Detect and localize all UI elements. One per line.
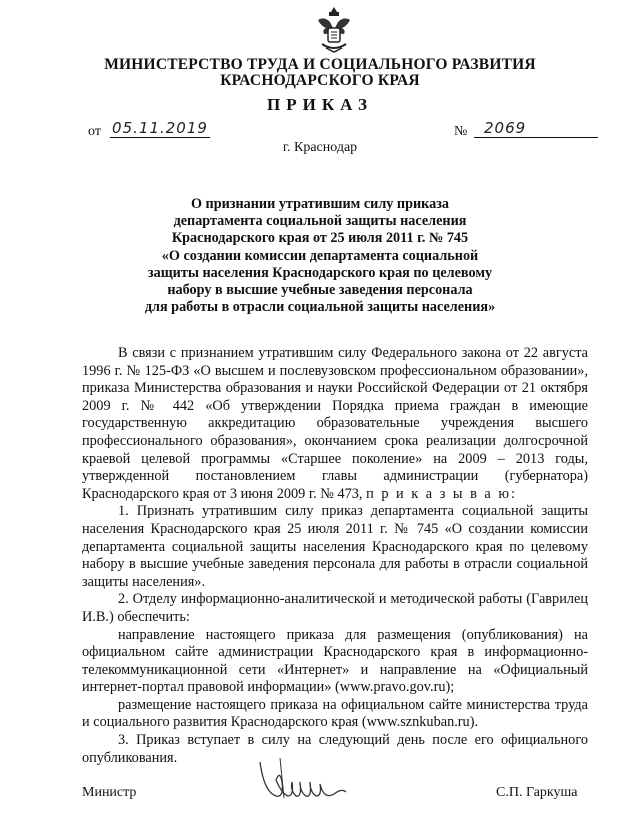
order-number: 2069: [474, 119, 598, 138]
subject-line: Краснодарского края от 25 июля 2011 г. № 745: [171, 230, 469, 247]
ministry-name-line1: МИНИСТЕРСТВО ТРУДА И СОЦИАЛЬНОГО РАЗВИТИЯ: [104, 56, 536, 73]
subject-line: «О создании комиссии департамента социальной: [161, 247, 479, 264]
handwritten-signature: [250, 752, 360, 812]
number-prefix: №: [454, 124, 468, 139]
date-prefix: от: [88, 124, 101, 139]
subject-line: защиты населения Краснодарского края по целевому: [147, 264, 493, 281]
order-subject: [0, 196, 640, 316]
coat-of-arms-emblem: [312, 4, 356, 54]
signatory-position: Министр: [82, 785, 137, 800]
city: г. Краснодар: [282, 140, 358, 155]
subject-line: департамента социальной защиты населения: [173, 213, 467, 230]
order-word: п р и к а з ы в а ю:: [366, 485, 518, 502]
order-date: 05.11.2019: [110, 119, 210, 138]
subject-line: О признании утратившим силу приказа: [190, 196, 450, 212]
signatory-name: С.П. Гаркуша: [496, 785, 578, 800]
item-2: 2. Отделу информационно-аналитической и методической работы (Гаврилец И.В.) обеспечить:: [82, 591, 588, 625]
preamble-text: В связи с признанием утратившим силу Федерального закона от 22 августа 1996 г. № 125-ФЗ «О высшем и послевузовском профессиональном образовании», приказа Министерства образования и науки Российской Федерации от 21 октября 2009 г. № 442 «Об утверждении Порядка приема граждан в имеющие государственную аккредитацию образовательные учреждения высшего профессионального образования», окончанием срока реализации долгосрочной краевой целевой программы «Старшее поколение» на 2009 – 2013 годы, утвержденной постановлением главы администрации (губернатора) Краснодарского края от 3 июня 2009 г. № 473,: [82, 345, 588, 502]
preamble-paragraph: [82, 345, 588, 503]
item-2b: размещение настоящего приказа на официальном сайте министерства труда и социального развития Краснодарского края (www.sznkuban.ru).: [82, 696, 588, 731]
subject-line: для работы в отрасли социальной защиты населения»: [144, 299, 496, 316]
item-2a: направление настоящего приказа для размещения (опубликования) на официальном сайте администрации Краснодарского края в информационно-телекоммуникационной сети «Интернет» и направление на «Официальный интернет-портал правовой информации» (www.pravo.gov.ru);: [82, 626, 588, 696]
item-3: 3. Приказ вступает в силу на следующий день после его официального опубликования.: [82, 732, 588, 766]
document-type-title: ПРИКАЗ: [267, 95, 373, 114]
subject-line: набору в высшие учебные заведения персонала: [167, 282, 473, 299]
item-1: 1. Признать утратившим силу приказ департамента социальной защиты населения Краснодарского края 25 июля 2011 г. № 745 «О создании комиссии департамента социальной защиты населения Краснодарского края по целевому набору в высшие учебные заведения персонала для работы в отрасли социальной защиты населения».: [82, 503, 588, 590]
order-body: [82, 345, 588, 767]
ministry-name-line2: КРАСНОДАРСКОГО КРАЯ: [220, 72, 420, 89]
